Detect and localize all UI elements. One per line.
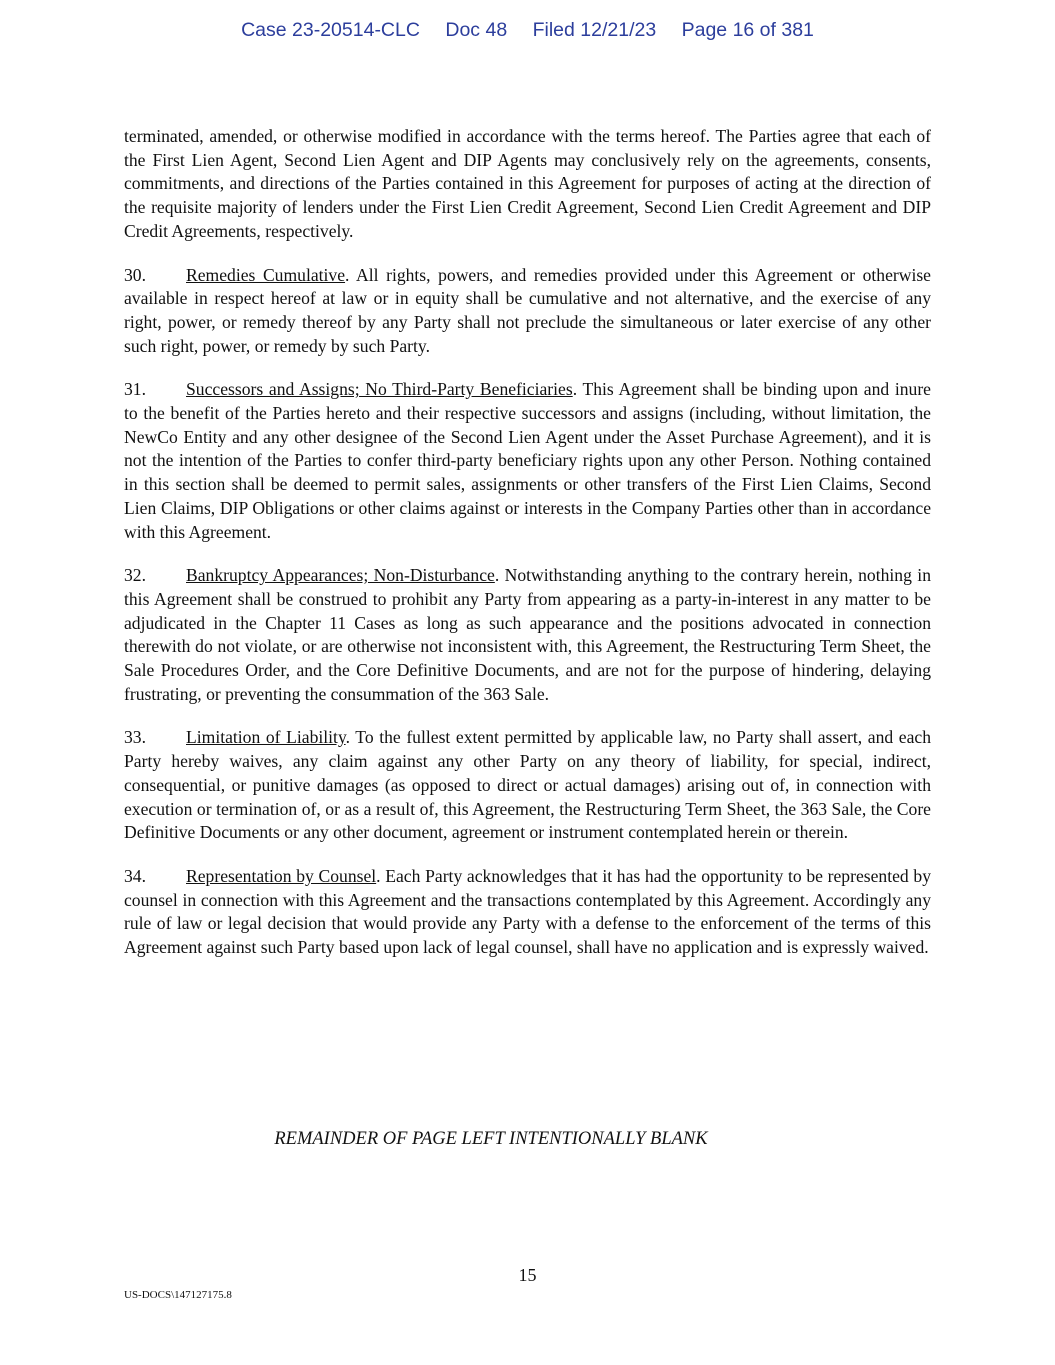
section-number: 33.	[124, 727, 146, 748]
doc-number: Doc 48	[445, 19, 508, 41]
section-number: 30.	[124, 264, 146, 285]
section-number: 31.	[124, 379, 146, 400]
page-of-total: Page 16 of 381	[681, 19, 814, 41]
section-heading: Remedies Cumulative	[186, 264, 346, 285]
section-31	[124, 378, 931, 544]
section-text: . Each Party acknowledges that it has had the opportunity to be represented by counsel in connection with this Agreement and the transactions contemplated by this Agreement. Accordingly any rule of law or legal decision that would provide any Party with a defense to the enforcement of the terms of this Agreement against such Party based upon lack of legal counsel, shall have no application and is expressly waived.	[124, 865, 931, 958]
document-id: US-DOCS\147127175.8	[124, 1289, 232, 1301]
section-heading: Successors and Assigns; No Third-Party Beneficiaries	[186, 379, 573, 400]
section-text: . This Agreement shall be binding upon and inure to the benefit of the Parties hereto and their respective successors and assigns (including, without limitation, the NewCo Entity and any other designee of the Second Lien Agent under the Asset Purchase Agreement), and it is not the intention of the Parties to confer third-party beneficiary rights upon any other Person. Nothing contained in this section shall be deemed to permit sales, assignments or other transfers of the First Lien Claims, Second Lien Claims, DIP Obligations or other claims against or interests in the Company Parties other than in accordance with this Agreement.	[124, 379, 931, 542]
document-body	[124, 125, 931, 980]
continuation-paragraph: terminated, amended, or otherwise modified in accordance with the terms hereof. The Parties agree that each of the First Lien Agent, Second Lien Agent and DIP Agents may conclusively rely on the agreements, consents, commitments, and directions of the Parties contained in this Agreement for purposes of acting at the direction of the requisite majority of lenders under the First Lien Credit Agreement, Second Lien Credit Agreement and DIP Credit Agreements, respectively.	[124, 126, 931, 241]
section-heading: Representation by Counsel	[186, 865, 377, 886]
section-number: 34.	[124, 865, 146, 886]
case-number: Case 23-20514-CLC	[241, 19, 420, 41]
section-text: . To the fullest extent permitted by applicable law, no Party shall assert, and each Party hereby waives, any claim against any other Party on any theory of liability, for special, indirect, consequential, or punitive damages (as opposed to direct or actual damages) arising out of, in connection with execution or termination of, or as a result of, this Agreement, the Restructuring Term Sheet, the 363 Sale, the Core Definitive Documents or any other document, agreement or instrument contemplated herein or therein.	[124, 727, 931, 843]
section-text: . All rights, powers, and remedies provided under this Agreement or otherwise available in respect hereof at law or in equity shall be cumulative and not alternative, and the exercise of any right, power, or remedy thereof by any Party shall not preclude the simultaneous or later exercise of any other such right, power, or remedy by such Party.	[124, 264, 931, 356]
filed-date: Filed 12/21/23	[532, 19, 657, 41]
section-heading: Limitation of Liability	[186, 727, 346, 748]
page-number: 15	[518, 1265, 537, 1285]
section-34	[124, 865, 931, 960]
section-30	[124, 264, 931, 359]
section-32	[124, 564, 931, 706]
remainder-notice: REMAINDER OF PAGE LEFT INTENTIONALLY BLANK	[274, 1129, 708, 1149]
section-heading: Bankruptcy Appearances; Non-Disturbance	[186, 565, 495, 586]
section-text: . Notwithstanding anything to the contrary herein, nothing in this Agreement shall be construed to prohibit any Party from appearing as a party-in-interest in any matter to be adjudicated in the Chapter 11 Cases as long as such appearance and the positions advocated in connection therewith do not violate, or are otherwise not inconsistent with, this Agreement, the Restructuring Term Sheet, the Sale Procedures Order, and the Core Definitive Documents, and are not for the purpose of hindering, delaying frustrating, or preventing the consummation of the 363 Sale.	[124, 565, 931, 704]
section-number: 32.	[124, 565, 146, 586]
section-33	[124, 726, 931, 845]
case-header	[0, 19, 1055, 42]
